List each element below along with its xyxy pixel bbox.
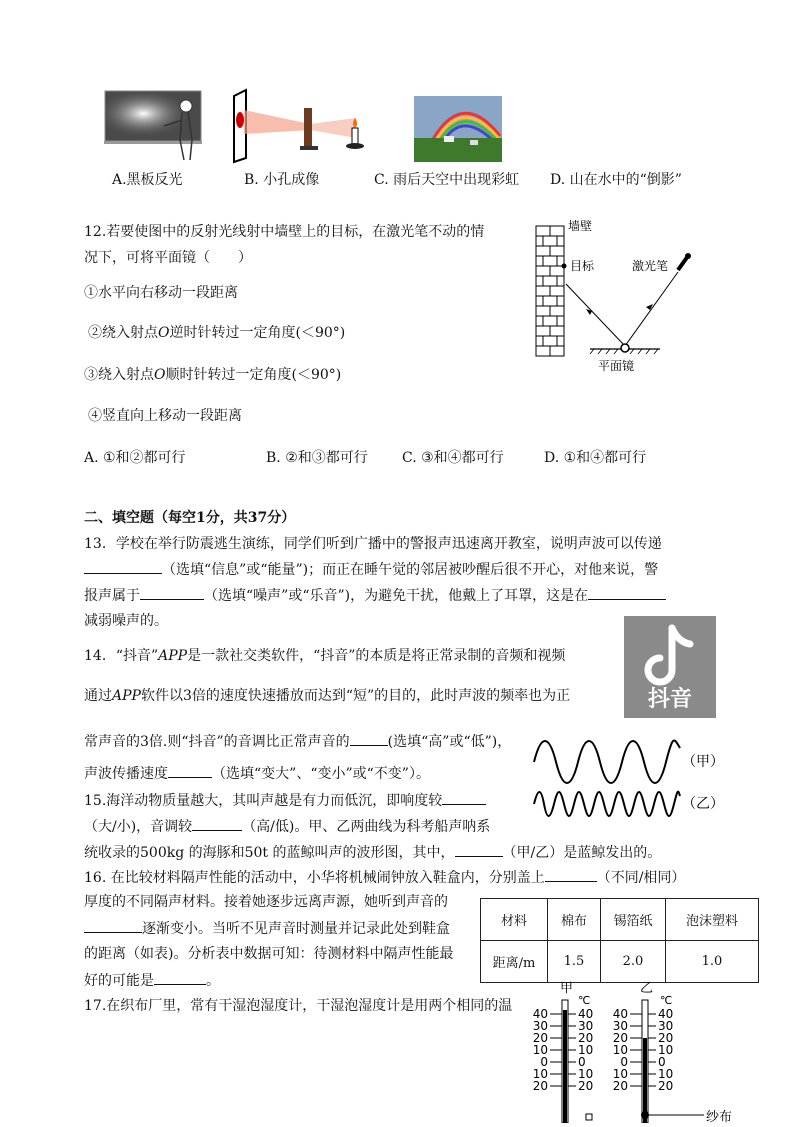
q16-line5: 好的可能是 。 xyxy=(84,970,220,991)
q16-blank3[interactable] xyxy=(154,970,206,985)
q15-line3: 统收录的500kg 的海豚和50t 的蓝鲸叫声的波形图，其中， （甲/乙）是蓝鲸发出的。 xyxy=(84,842,661,863)
svg-text:10: 10 xyxy=(658,1067,674,1081)
svg-text:0: 0 xyxy=(658,1055,666,1069)
table-cell: 棉布 xyxy=(548,899,601,941)
wall-label: 墙壁 xyxy=(568,219,593,233)
q15-line2: （大/小)，音调较 （高/低)。甲、乙两曲线为科考船声呐系 xyxy=(84,816,490,837)
svg-text:20: 20 xyxy=(578,1031,594,1045)
thermo-jia-label: 甲 xyxy=(560,981,574,996)
thermo-yi-label: 乙 xyxy=(640,981,654,996)
svg-text:40: 40 xyxy=(532,1007,548,1021)
q12-option-b: B. ②和③都可行 xyxy=(266,450,368,466)
svg-text:10: 10 xyxy=(578,1043,594,1057)
svg-text:40: 40 xyxy=(658,1007,674,1021)
q13-blank3[interactable] xyxy=(588,585,666,600)
q14-line3: 常声音的3倍.则“抖音”的音调比正常声音的 (选填“高”或“低”)， xyxy=(84,731,511,752)
blackboard-image xyxy=(104,90,202,162)
table-cell: 距离/m xyxy=(481,941,548,983)
svg-text:0: 0 xyxy=(578,1055,586,1069)
q16-line1: 16. 在比较材料隔声性能的活动中，小华将机械闹钟放入鞋盒内，分别盖上 （不同/相同） xyxy=(84,867,685,888)
table-header-row xyxy=(481,899,759,941)
wave-yi xyxy=(534,792,680,816)
svg-text:40: 40 xyxy=(612,1007,628,1021)
q16-blank2[interactable] xyxy=(84,918,142,933)
unit-right: ℃ xyxy=(660,994,673,1007)
left-scale-right xyxy=(578,1007,593,1093)
q13-line3: 报声属于 （选填“噪声”或“乐音”)，为避免干扰，他戴上了耳罩，这是在 xyxy=(84,585,666,606)
q12-option-c: C. ③和④都可行 xyxy=(402,450,504,466)
table-cell: 1.5 xyxy=(548,941,601,983)
wave-jia-label: （甲） xyxy=(682,754,724,770)
svg-text:0: 0 xyxy=(540,1055,548,1069)
logo-text: 抖音 xyxy=(647,687,693,712)
svg-text:30: 30 xyxy=(612,1019,628,1033)
q11-option-c: C. 雨后天空中出现彩虹 xyxy=(374,172,520,188)
svg-text:20: 20 xyxy=(612,1031,628,1045)
svg-text:10: 10 xyxy=(532,1043,548,1057)
laser-label: 激光笔 xyxy=(632,259,669,273)
right-scale-right xyxy=(658,1007,673,1093)
music-note-icon xyxy=(648,628,690,682)
table-cell: 泡沫塑料 xyxy=(666,899,759,941)
table-cell: 材料 xyxy=(481,899,548,941)
target-label: 目标 xyxy=(570,259,595,273)
svg-text:20: 20 xyxy=(658,1031,674,1045)
q15-line1: 15.海洋动物质量越大，其叫声越是有力而低沉，即响度较 xyxy=(84,790,486,811)
target-dot xyxy=(562,264,567,269)
q12-option-d: D. ①和④都可行 xyxy=(544,450,647,466)
q13-line1: 13．学校在举行防震逃生演练，同学们听到广播中的警报声迅速离开教室，说明声波可以传递 xyxy=(84,536,662,552)
svg-text:30: 30 xyxy=(578,1019,594,1033)
hygrometer-diagram xyxy=(528,978,748,1123)
q15-blank2[interactable] xyxy=(192,816,242,831)
brick-wall xyxy=(536,226,564,356)
table-cell: 2.0 xyxy=(601,941,666,983)
pinhole-image xyxy=(228,88,374,164)
table-cell: 1.0 xyxy=(666,941,759,983)
laser-pen-icon xyxy=(678,253,691,270)
unit-left: ℃ xyxy=(578,994,591,1007)
svg-text:20: 20 xyxy=(532,1079,548,1093)
q12-item3: ③绕入射点O顺时针转过一定角度(＜90°) xyxy=(84,367,342,383)
q14-blank1[interactable] xyxy=(350,731,388,746)
q12-item1: ①水平向右移动一段距离 xyxy=(84,285,238,301)
q14-line2: 通过APP软件以3倍的速度快速播放而达到“短”的目的，此时声波的频率也为正 xyxy=(84,688,571,704)
svg-text:0: 0 xyxy=(620,1055,628,1069)
douyin-logo xyxy=(624,616,716,718)
svg-text:10: 10 xyxy=(578,1067,594,1081)
q14-blank2[interactable] xyxy=(168,763,212,778)
q15-blank3[interactable] xyxy=(455,842,503,857)
q16-blank1[interactable] xyxy=(545,867,597,882)
q12-stem-line2: 况下，可将平面镜（ ） xyxy=(84,250,252,266)
q11-option-a: A.黑板反光 xyxy=(112,172,183,188)
rainbow-image xyxy=(414,96,502,162)
q12-stem-line1: 12.若要使图中的反射光线射中墙壁上的目标，在激光笔不动的情 xyxy=(84,224,485,240)
mirror-label: 平面镜 xyxy=(598,359,635,373)
wave-jia xyxy=(534,740,680,783)
q13-blank2[interactable] xyxy=(140,585,204,600)
right-scale-left xyxy=(613,1007,628,1093)
svg-text:10: 10 xyxy=(532,1067,548,1081)
q17-line1: 17.在织布厂里，常有干湿泡湿度计，干湿泡湿度计是用两个相同的温 xyxy=(84,998,513,1014)
left-scale-left xyxy=(533,1007,548,1093)
svg-text:20: 20 xyxy=(658,1079,674,1093)
table-row xyxy=(481,941,759,983)
svg-text:30: 30 xyxy=(658,1019,674,1033)
q15-blank1[interactable] xyxy=(442,790,486,805)
svg-text:10: 10 xyxy=(612,1043,628,1057)
q12-item4: ④竖直向上移动一段距离 xyxy=(88,408,242,424)
incidence-point xyxy=(621,344,629,352)
q16-line4: 的距离（如表)。分析表中数据可知：待测材料中隔声性能最 xyxy=(84,946,454,962)
q11-option-d: D. 山在水中的“倒影” xyxy=(550,172,682,188)
q14-line4: 声波传播速度 （选填“变大”、“变小”或“不变”）。 xyxy=(84,763,430,784)
q16-line3: 逐渐变小。当听不见声音时测量并记录此处到鞋盒 xyxy=(84,918,450,939)
svg-text:10: 10 xyxy=(612,1067,628,1081)
q13-blank1[interactable] xyxy=(84,559,162,574)
svg-text:10: 10 xyxy=(658,1043,674,1057)
q16-line2: 厚度的不同隔声材料。接着她逐步远离声源，她听到声音的 xyxy=(84,894,448,910)
wave-yi-label: （乙） xyxy=(682,796,724,812)
svg-text:20: 20 xyxy=(532,1031,548,1045)
q12-mirror-diagram xyxy=(532,218,702,378)
q13-line4: 减弱噪声的。 xyxy=(84,613,168,629)
q12-option-a: A. ①和②都可行 xyxy=(84,450,186,466)
svg-text:30: 30 xyxy=(532,1019,548,1033)
q12-item2: ②绕入射点O逆时针转过一定角度(＜90°) xyxy=(88,325,346,341)
svg-text:20: 20 xyxy=(612,1079,628,1093)
q14-line1: 14．“抖音”APP是一款社交类软件，“抖音”的本质是将正常录制的音频和视频 xyxy=(84,648,566,664)
svg-text:40: 40 xyxy=(578,1007,594,1021)
svg-text:20: 20 xyxy=(578,1079,594,1093)
section2-title: 二、填空题（每空1分，共37分） xyxy=(84,510,296,526)
table-cell: 锡箔纸 xyxy=(601,899,666,941)
cloth-label: 纱布 xyxy=(706,1110,733,1123)
q13-line2: （选填“信息”或“能量”)；而正在睡午觉的邻居被吵醒后很不开心，对他来说，警 xyxy=(84,559,658,580)
q11-option-b: B. 小孔成像 xyxy=(244,172,320,188)
q16-table xyxy=(480,898,759,983)
wave-diagram xyxy=(530,734,730,824)
